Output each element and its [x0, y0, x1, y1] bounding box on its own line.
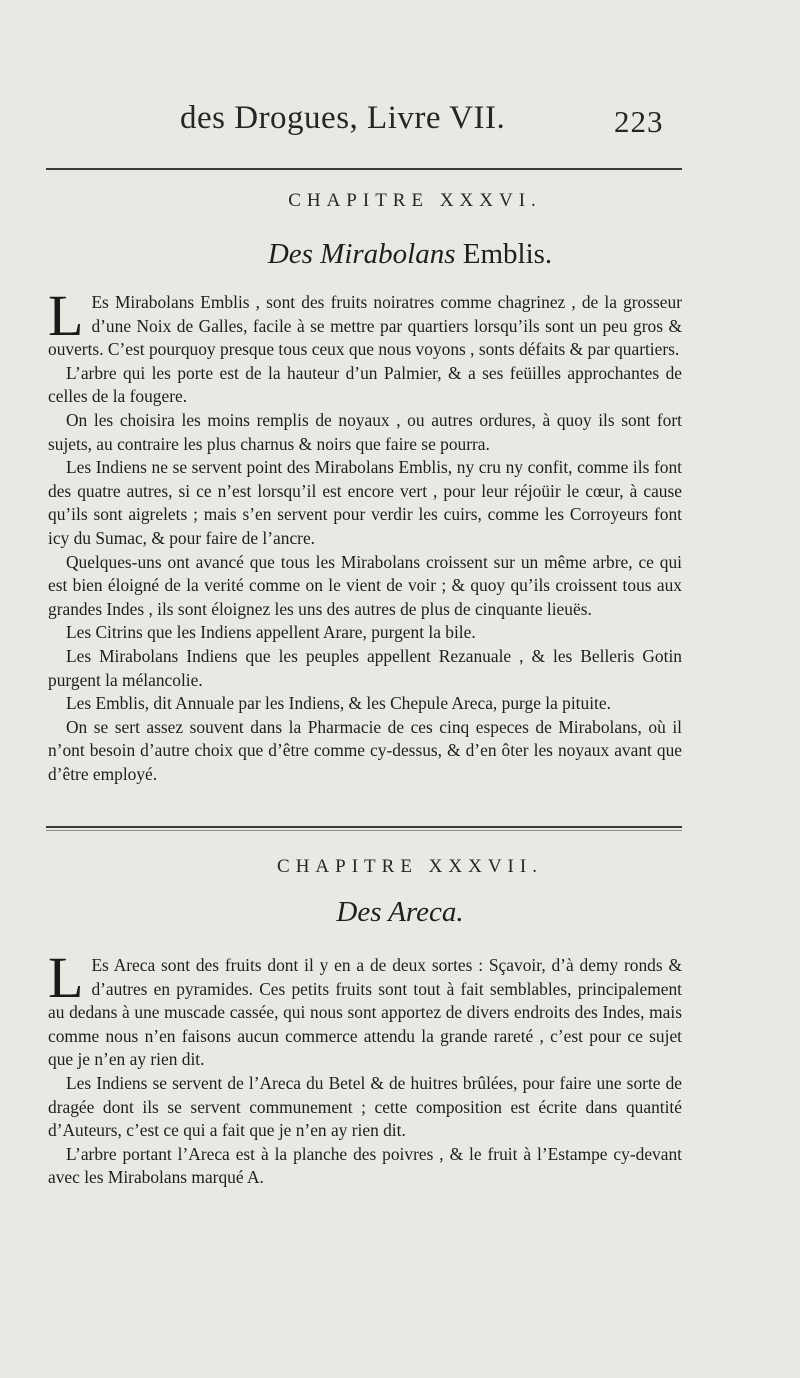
running-head: [0, 100, 800, 144]
paragraph: Les Mirabolans Indiens que les peuples appellent Rezanuale , & les Belleris Gotin purgent la mélancolie.: [48, 645, 682, 690]
paragraph: [48, 283, 682, 362]
chapter-heading: CHAPITRE XXXVII.: [277, 856, 543, 877]
paragraph: Les Citrins que les Indiens appellent Arare, purgent la bile.: [66, 622, 476, 643]
section-title-italic: Des Mirabolans: [267, 238, 456, 270]
chapter-body: [48, 283, 682, 786]
section-title: [0, 238, 800, 271]
drop-cap: L: [48, 283, 84, 348]
header-rule: [46, 168, 682, 170]
paragraph: Les Indiens ne se servent point des Mirabolans Emblis, ny cru ny confit, comme ils font des quatre autres, si ce n’est lorsqu’il est encore vert , pour leur réjoüir le cœur, à cause qu’ils sont aigrelets ; mais s’en servent pour verdir les cuirs, comme les Corroyeurs font icy du Sumac, & pour faire de l’ancre.: [48, 457, 682, 548]
paragraph: On se sert assez souvent dans la Pharmacie de ces cinq especes de Mirabolans, où il n’ont besoin d’autre choix que d’être comme cy-dessus, & d’en ôter les noyaux avant que d’être employé.: [48, 716, 682, 784]
page-number: 223: [614, 104, 664, 139]
drop-cap: L: [48, 945, 84, 1010]
section-title: Des Areca.: [336, 896, 464, 928]
running-title: des Drogues, Livre VII.: [180, 100, 506, 136]
chapter-body: [48, 945, 682, 1190]
paragraph: Les Indiens se servent de l’Areca du Betel & de huitres brûlées, pour faire une sorte de dragée dont ils se servent communement ; cette composition est écrite dans quantité d’Auteurs, c’est ce qui a fait que je n’en ay rien dit.: [48, 1072, 682, 1141]
paragraph-text: Es Mirabolans Emblis , sont des fruits noiratres comme chagrinez , de la grosseur d’une Noix de Galles, facile à se mettre par quartiers lorsqu’ils sont un peu gros & ouverts. C’est pourquoy presque tous ceux que nous voyons , sonts défaits & par quartiers.: [48, 292, 682, 360]
paragraph: Quelques-uns ont avancé que tous les Mirabolans croissent sur un même arbre, ce qui est bien éloigné de la verité comme on le vient de voir ; & quoy qu’ils croissent tous aux grandes Indes , ils sont éloignez les uns des autres de plus de cinquante lieuës.: [48, 551, 682, 619]
paragraph-text: Es Areca sont des fruits dont il y en a de deux sortes : Sçavoir, d’à demy ronds & d’autres en pyramides. Ces petits fruits sont tout à fait semblables, principalement au dedans à une muscade cassée, qui nous sont apportez de divers endroits des Indes, mais comme nous n’en faisons aucun commerce attendu la grande rareté , c’est pour ce sujet que je n’en ay rien dit.: [48, 955, 682, 1070]
section-title-roman: Emblis.: [462, 238, 553, 270]
paragraph: On les choisira les moins remplis de noyaux , ou autres ordures, à quoy ils sont fort sujets, au contraire les plus charnus & noirs que faire se pourra.: [48, 409, 682, 454]
paragraph: Les Emblis, dit Annuale par les Indiens, & les Chepule Areca, purge la pituite.: [66, 693, 611, 714]
paragraph: L’arbre qui les porte est de la hauteur d’un Palmier, & a ses feüilles approchantes de celles de la fougere.: [48, 362, 682, 407]
chapter-heading: CHAPITRE XXXVI.: [288, 190, 542, 211]
paragraph: [48, 945, 682, 1072]
chapter-divider-rule: [46, 826, 682, 828]
paragraph: L’arbre portant l’Areca est à la planche des poivres , & le fruit à l’Estampe cy-devant avec les Mirabolans marqué A.: [48, 1143, 682, 1188]
